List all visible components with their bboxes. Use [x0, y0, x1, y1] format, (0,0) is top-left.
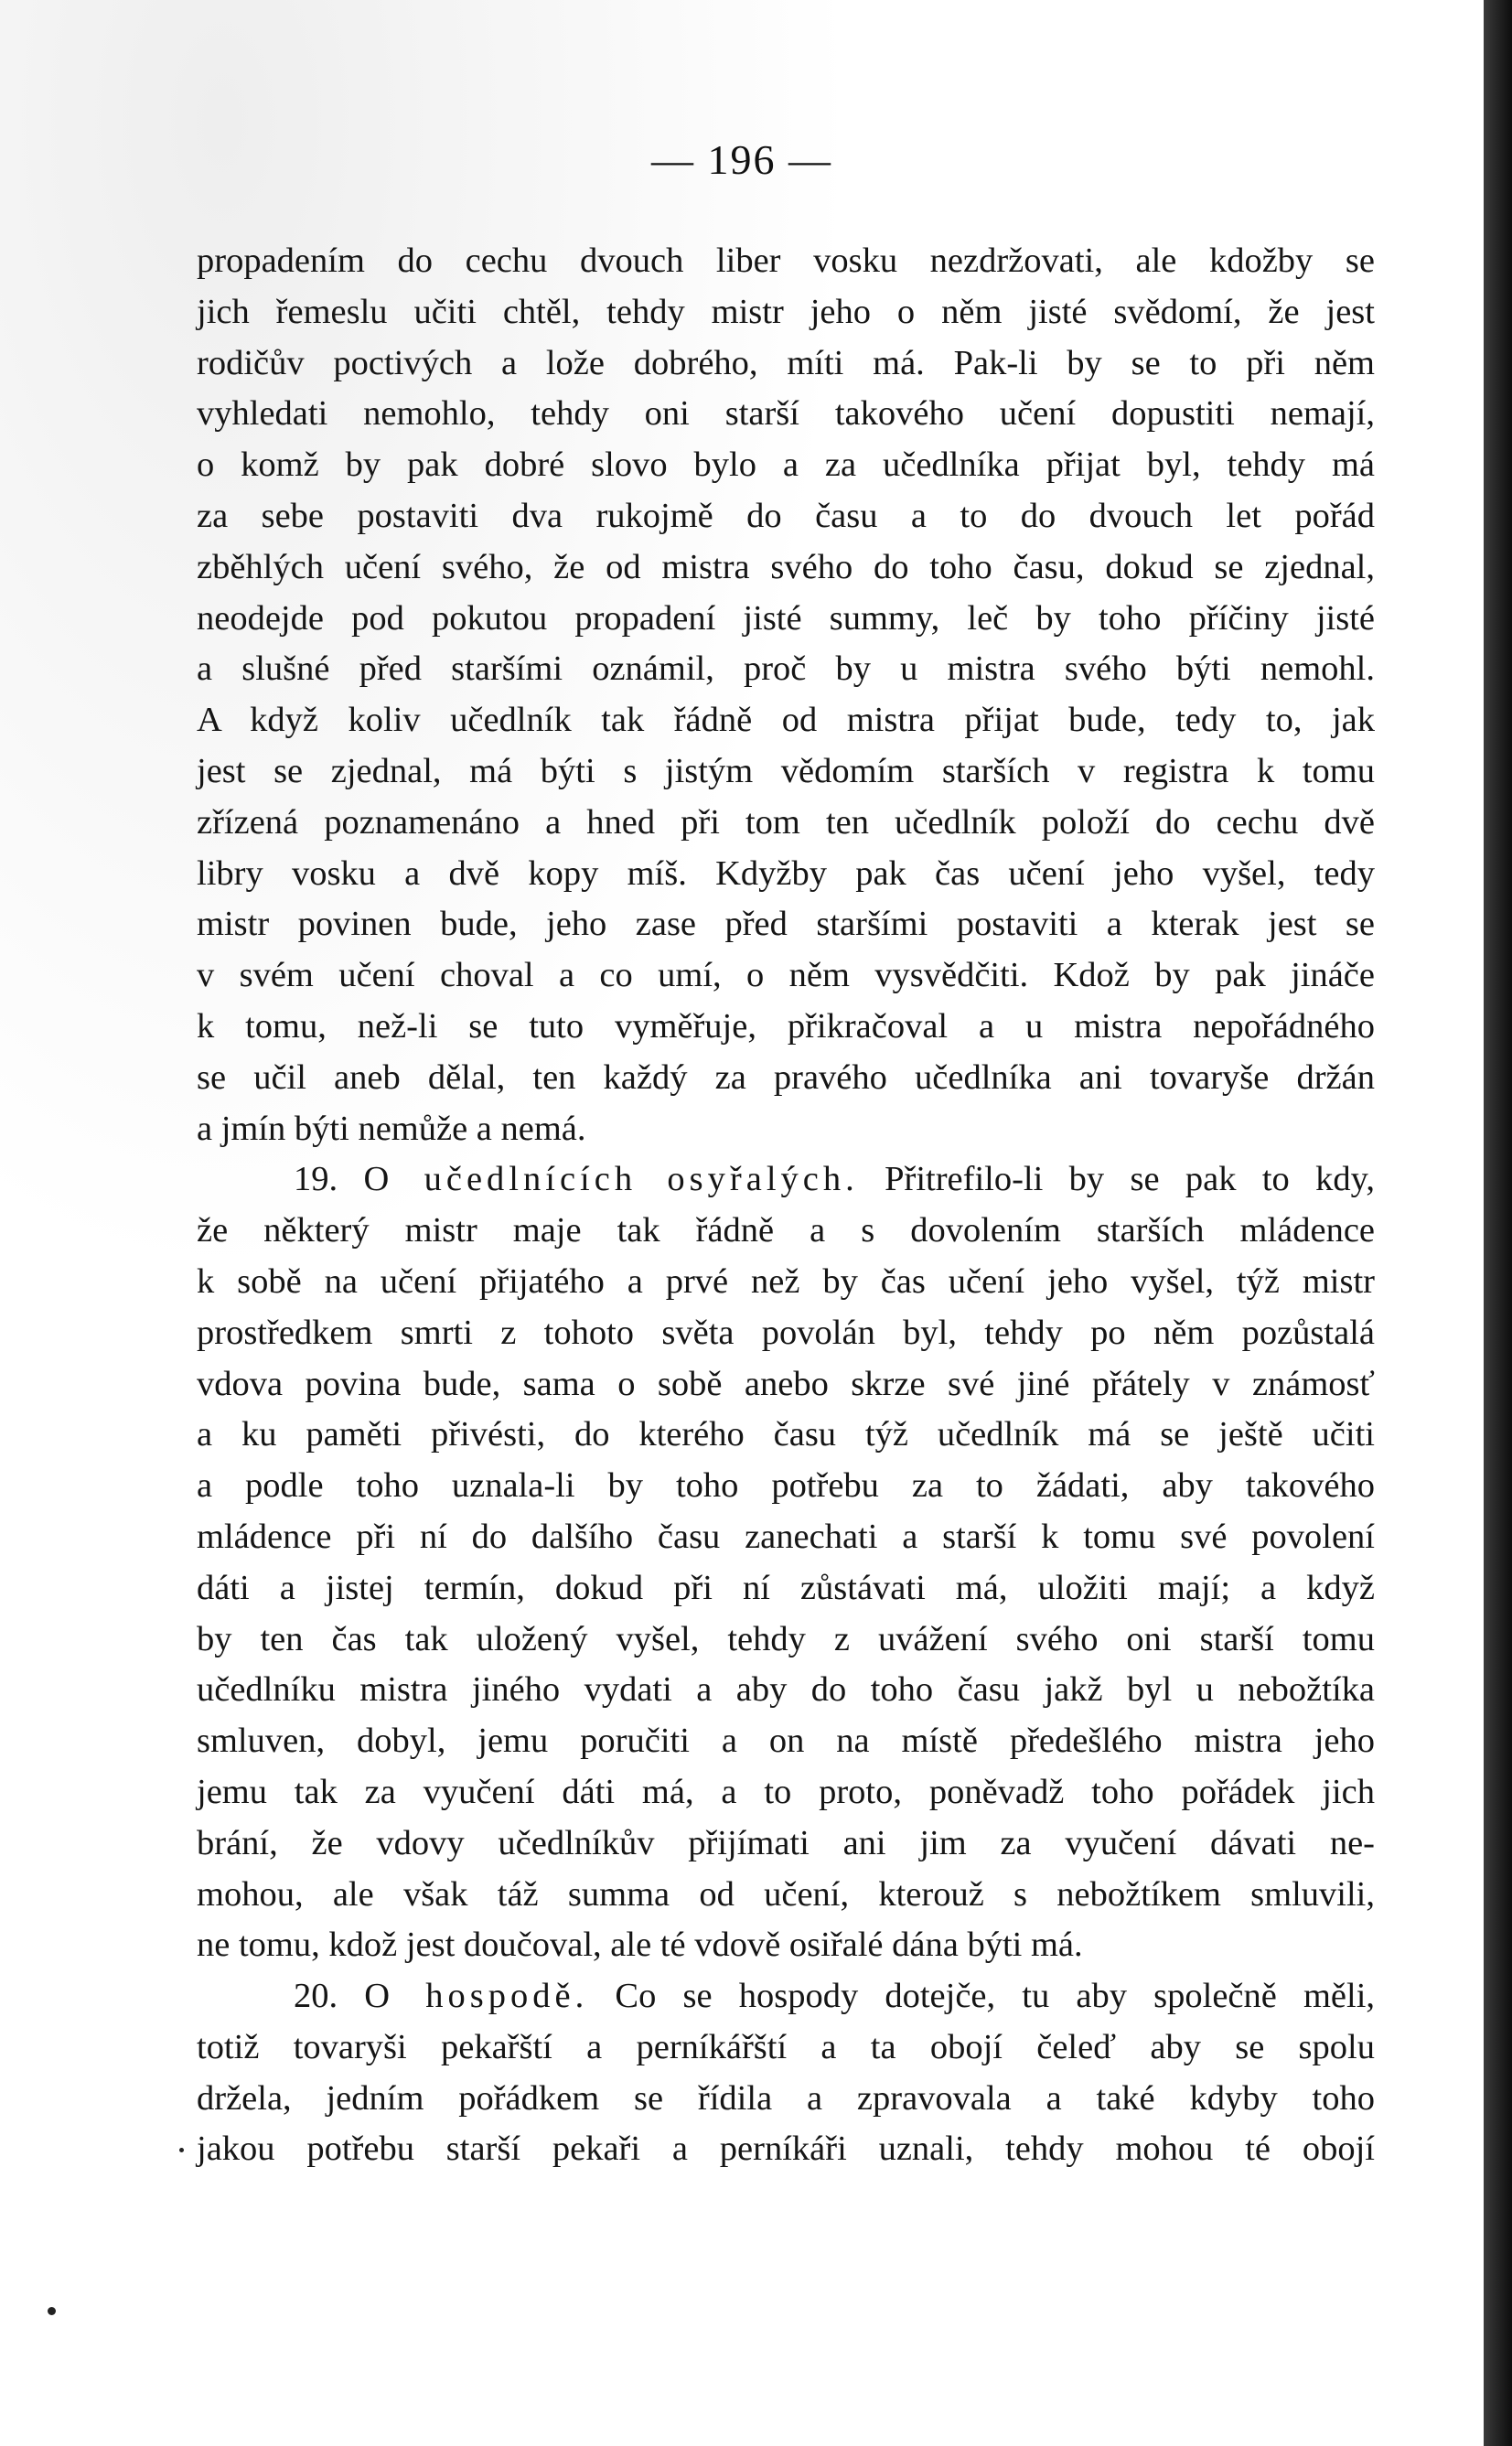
- text-line: se učil aneb dělal, ten každý za pravého učedlníka ani tovaryše držán: [197, 1057, 1375, 1097]
- body-text: [197, 236, 1375, 2175]
- article-number: 19.: [294, 1160, 338, 1199]
- scan-speck: [48, 2307, 56, 2315]
- text-line: a jmín býti nemůže a nemá.: [197, 1109, 586, 1148]
- article-number: 20.: [294, 1977, 338, 2016]
- text-line: brání, že vdovy učedlníkův přijímati ani jim za vyučení dávati ne-: [197, 1823, 1375, 1862]
- text-line: a slušné před staršími oznámil, proč by u mistra svého býti nemohl.: [197, 649, 1375, 689]
- text-line: o komž by pak dobré slovo bylo a za učedlníka přijat byl, tehdy má: [197, 445, 1375, 485]
- text-line: vdova povina bude, sama o sobě anebo skrze své jiné přátely v známosť: [197, 1364, 1375, 1403]
- text-line: rodičův poctivých a lože dobrého, míti má. Pak-li by se to při něm: [197, 343, 1375, 382]
- text-line: A když koliv učedlník tak řádně od mistra přijat bude, tedy to, jak: [197, 701, 1375, 740]
- text-line: by ten čas tak uložený vyšel, tehdy z uvážení svého oni starší tomu: [197, 1619, 1375, 1658]
- text-line: v svém učení choval a co umí, o něm vysvědčiti. Kdož by pak jináče: [197, 956, 1375, 995]
- text-line: libry vosku a dvě kopy míš. Kdyžby pak čas učení jeho vyšel, tedy: [197, 853, 1375, 893]
- text-line: Co se hospody dotejče, tu aby společně měli,: [615, 1977, 1376, 2016]
- text-line: k tomu, než-li se tuto vyměřuje, přikračoval a u mistra nepořádného: [197, 1006, 1375, 1046]
- text-line: vyhledati nemohlo, tehdy oni starší takového učení dopustiti nemají,: [197, 394, 1375, 434]
- scan-speck: [179, 2148, 184, 2152]
- paragraph-20: [197, 1971, 1375, 2175]
- text-line: prostředkem smrti z tohoto světa povolán byl, tehdy po něm pozůstalá: [197, 1313, 1375, 1352]
- article-heading-line: [197, 1971, 1375, 2022]
- text-line: Přitrefilo-li by se pak to kdy,: [885, 1160, 1376, 1199]
- text-line: smluven, dobyl, jemu poručiti a on na místě předešlého mistra jeho: [197, 1722, 1375, 1761]
- text-line: ne tomu, kdož jest doučoval, ale té vdově osiřalé dána býti má.: [197, 1926, 1083, 1965]
- text-line: jest se zjednal, má býti s jistým vědomím starších v registra k tomu: [197, 751, 1375, 790]
- text-line: držela, jedním pořádkem se řídila a zpravovala a také kdyby toho: [197, 2078, 1375, 2118]
- paragraph-1: [197, 236, 1375, 1154]
- text-line: za sebe postaviti dva rukojmě do času a to do dvouch let pořád: [197, 496, 1375, 535]
- text-line: k sobě na učení přijatého a prvé než by čas učení jeho vyšel, týž mistr: [197, 1261, 1375, 1301]
- text-line: a podle toho uznala-li by toho potřebu za to žádati, aby takového: [197, 1466, 1375, 1506]
- text-line: dáti a jistej termín, dokud při ní zůstávati má, uložiti mají; a když: [197, 1568, 1375, 1607]
- text-line: jakou potřebu starší pekaři a perníkáři uznali, tehdy mohou té obojí: [197, 2130, 1375, 2169]
- text-line: propadením do cechu dvouch liber vosku nezdržovati, ale kdožby se: [197, 241, 1375, 280]
- text-line: mistr povinen bude, jeho zase před staršími postaviti a kterak jest se: [197, 905, 1375, 944]
- text-line: mohou, ale však táž summa od učení, kterouž s nebožtíkem smluvili,: [197, 1874, 1375, 1914]
- article-heading: O učedlnících osyřalých.: [363, 1160, 859, 1199]
- article-heading: O hospodě.: [364, 1977, 589, 2016]
- text-line: mládence při ní do dalšího času zanechati a starší k tomu své povolení: [197, 1517, 1375, 1556]
- text-line: zřízená poznamenáno a hned při tom ten učedlník položí do cechu dvě: [197, 802, 1375, 842]
- paragraph-19: [197, 1154, 1375, 1971]
- page-number: — 196 —: [651, 136, 832, 183]
- text-line: učedlníku mistra jiného vydati a aby do toho času jakž byl u nebožtíka: [197, 1670, 1375, 1710]
- text-line: a ku paměti přivésti, do kterého času týž učedlník má se ještě učiti: [197, 1415, 1375, 1454]
- article-heading-line: [197, 1154, 1375, 1206]
- text-line: jich řemeslu učiti chtěl, tehdy mistr jeho o něm jisté svědomí, že jest: [197, 292, 1375, 331]
- text-line: neodejde pod pokutou propadení jisté summy, leč by toho příčiny jisté: [197, 598, 1375, 638]
- text-line: zběhlých učení svého, že od mistra svého do toho času, dokud se zjednal,: [197, 547, 1375, 586]
- page-edge-shadow: [1484, 0, 1512, 2446]
- text-line: jemu tak za vyučení dáti má, a to proto, poněvadž toho pořádek jich: [197, 1772, 1375, 1811]
- text-line: totiž tovaryši pekařští a perníkářští a ta obojí čeleď aby se spolu: [197, 2027, 1375, 2066]
- text-line: že některý mistr maje tak řádně a s dovolením starších mládence: [197, 1211, 1375, 1250]
